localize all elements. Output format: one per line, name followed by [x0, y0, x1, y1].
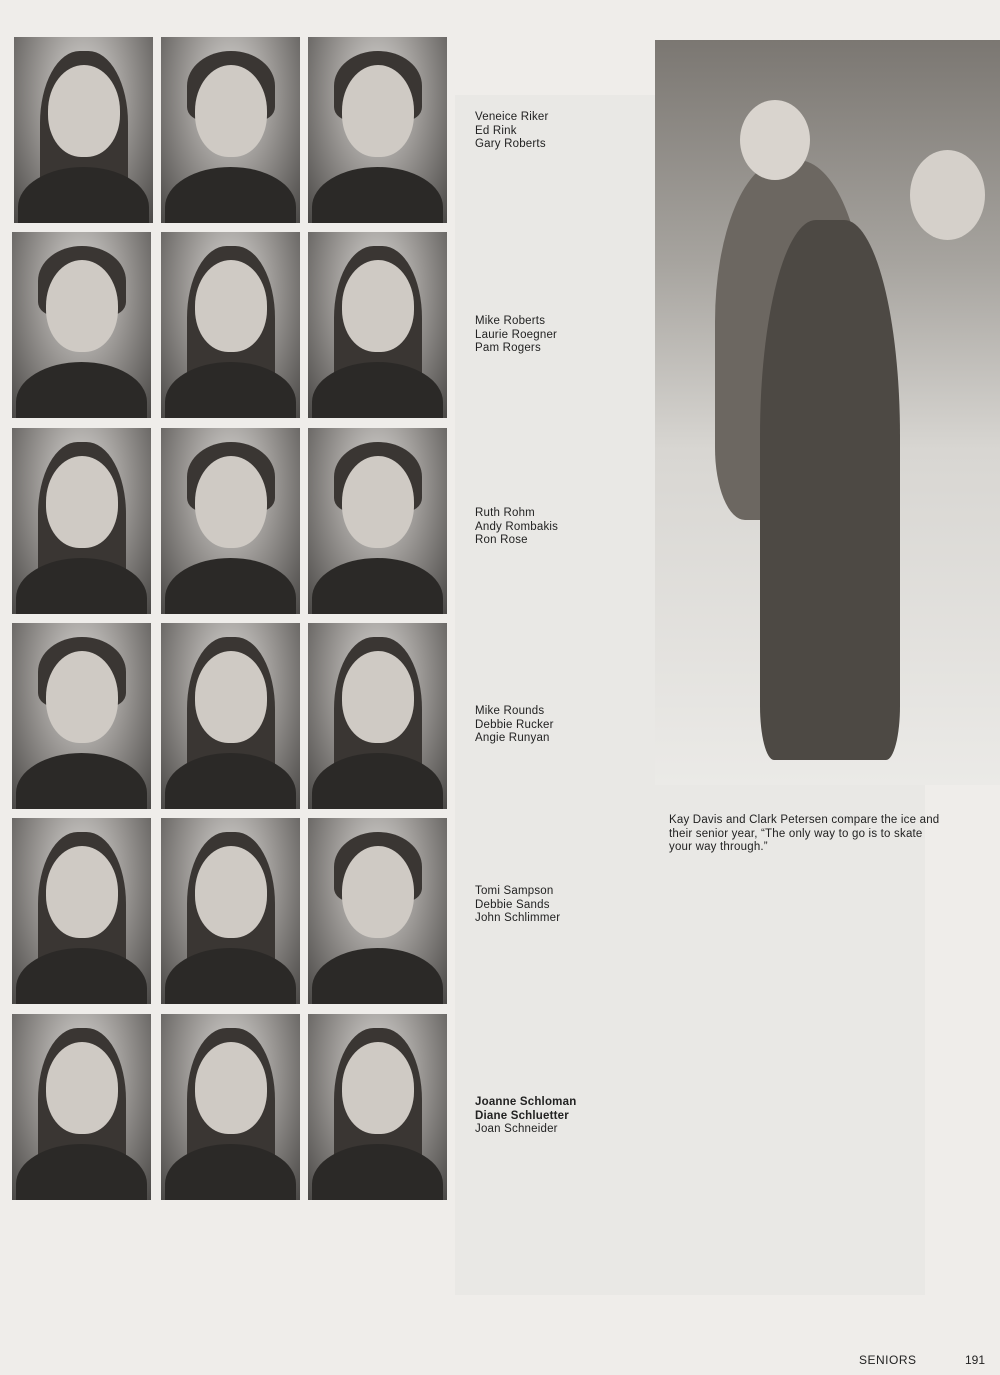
page-number: 191 [965, 1353, 986, 1367]
student-name: Ron Rose [475, 534, 528, 546]
portrait-joan-schneider [308, 1014, 447, 1200]
names-row-5 [475, 885, 635, 926]
student-name: Ed Rink [475, 124, 517, 137]
portrait-pam-rogers [308, 232, 447, 418]
portrait-laurie-roegner [161, 232, 300, 418]
student-name: Ruth Rohm [475, 507, 535, 519]
face-clark [910, 150, 985, 240]
portrait-diane-schluetter [161, 1014, 300, 1200]
portrait-veneice-riker [14, 37, 153, 223]
names-row-4 [475, 705, 635, 746]
portrait-angie-runyan [308, 623, 447, 809]
portrait-ed-rink [161, 37, 300, 223]
portrait-ron-rose [308, 428, 447, 614]
portrait-joanne-schloman [12, 1014, 151, 1200]
portrait-debbie-sands [161, 818, 300, 1004]
student-name: Angie Runyan [475, 732, 550, 744]
figure-clark [760, 220, 900, 760]
student-name: Laurie Roegner [475, 328, 558, 341]
student-name: Gary Roberts [475, 138, 546, 150]
portrait-mike-rounds [12, 623, 151, 809]
student-name: Joan Schneider [475, 1123, 558, 1135]
student-name: John Schlimmer [475, 912, 561, 924]
student-name: Veneice Riker [475, 111, 549, 123]
photo-caption: Kay Davis and Clark Petersen compare the ice and their senior year, “The only way to go is to skate your way through.” [669, 814, 940, 853]
portrait-ruth-rohm [12, 428, 151, 614]
candid-photo [655, 40, 1000, 785]
portrait-debbie-rucker [161, 623, 300, 809]
student-name: Tomi Sampson [475, 885, 554, 897]
names-row-6 [475, 1096, 635, 1137]
face-kay [740, 100, 810, 180]
student-name: Andy Rombakis [475, 520, 559, 533]
names-row-3 [475, 507, 635, 548]
portrait-tomi-sampson [12, 818, 151, 1004]
student-name: Debbie Sands [475, 898, 550, 911]
names-row-2 [475, 315, 635, 356]
section-label: SENIORS [859, 1353, 917, 1367]
student-name: Pam Rogers [475, 342, 541, 354]
student-name: Mike Roberts [475, 315, 546, 327]
student-name: Debbie Rucker [475, 718, 554, 731]
portrait-john-schlimmer [308, 818, 447, 1004]
portrait-gary-roberts [308, 37, 447, 223]
portrait-mike-roberts [12, 232, 151, 418]
student-name: Mike Rounds [475, 705, 545, 717]
portrait-andy-rombakis [161, 428, 300, 614]
student-name: Joanne Schloman [475, 1096, 577, 1108]
names-row-1 [475, 111, 635, 152]
student-name: Diane Schluetter [475, 1109, 569, 1122]
